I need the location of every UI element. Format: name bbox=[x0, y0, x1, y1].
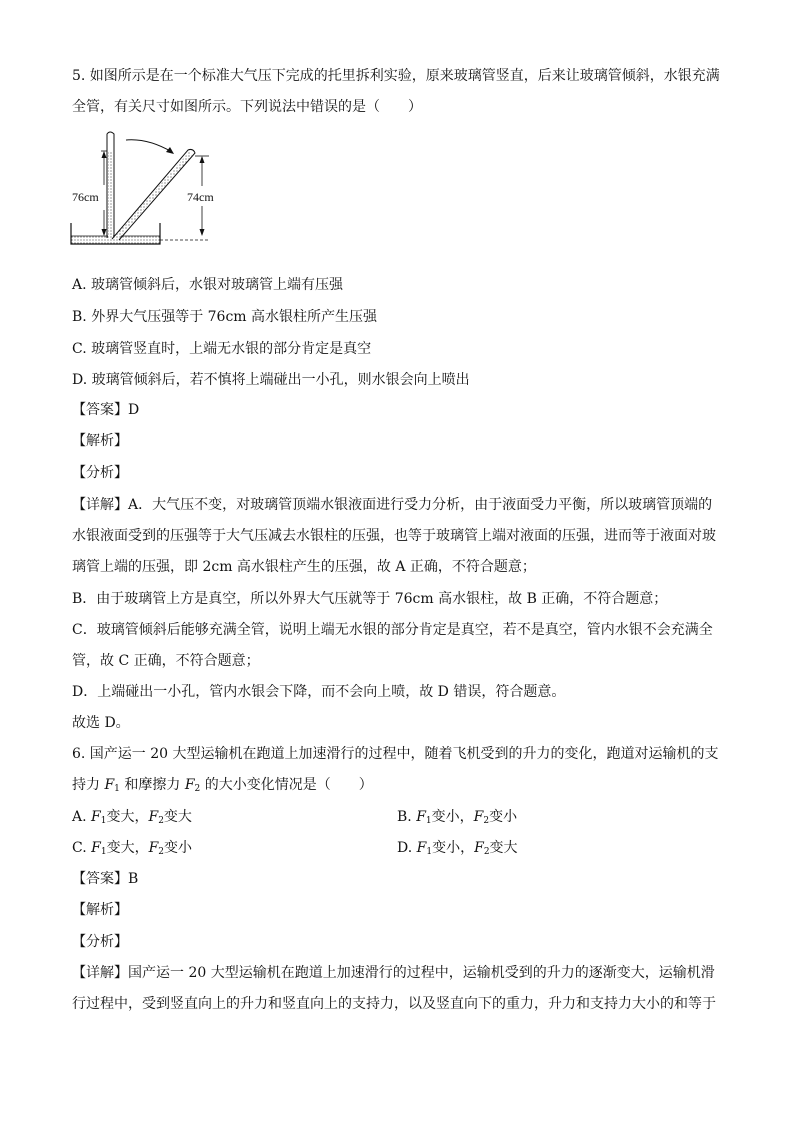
q5-option-d: D. 玻璃管倾斜后，若不慎将上端碰出一小孔，则水银会向上喷出 bbox=[72, 372, 470, 388]
label-74cm: 74cm bbox=[187, 190, 214, 204]
q5-answer bbox=[72, 401, 139, 419]
answer-tag: 【答案】 bbox=[72, 871, 128, 887]
q6-stem-line1: 6. 国产运一 20 大型运输机在跑道上加速滑行的过程中，随着飞机受到的升力的变化，跑道对运输机的支 bbox=[72, 746, 719, 762]
q5-detail-line: 水银液面受到的压强等于大气压减去水银柱的压强，也等于玻璃管上端对液面的压强，进而等于液面对玻 bbox=[72, 528, 716, 544]
tilted-tube bbox=[112, 149, 195, 240]
q6-option-a: A. $F_1$变大，$F_2$变大 bbox=[72, 809, 192, 826]
q5-fenxi-tag: 【分析】 bbox=[72, 465, 128, 481]
q5-detail-line: B．由于玻璃管上方是真空，所以外界大气压就等于 76cm 高水银柱，故 B 正确，不符合题意； bbox=[72, 591, 668, 607]
answer-value: B bbox=[128, 871, 139, 887]
q5-analysis-tag: 【解析】 bbox=[72, 433, 128, 449]
dimension-76cm bbox=[72, 151, 107, 236]
answer-tag: 【答案】 bbox=[72, 402, 128, 418]
q5-detail-line: 璃管上端的压强，即 2cm 高水银柱产生的压强，故 A 正确，不符合题意； bbox=[72, 559, 536, 575]
torricelli-figure bbox=[68, 122, 218, 247]
dimension-74cm bbox=[160, 156, 214, 240]
q5-option-a: A. 玻璃管倾斜后，水银对玻璃管上端有压强 bbox=[72, 277, 344, 293]
q5-option-c: C. 玻璃管竖直时，上端无水银的部分肯定是真空 bbox=[72, 341, 372, 357]
q5-detail-line: D．上端碰出一小孔，管内水银会下降，而不会向上喷，故 D 错误，符合题意。 bbox=[72, 684, 566, 700]
q5-stem-line2: 全管，有关尺寸如图所示。下列说法中错误的是（ ） bbox=[72, 99, 422, 115]
q6-answer bbox=[72, 870, 138, 888]
q6-fenxi-tag: 【分析】 bbox=[72, 934, 128, 950]
q6-stem-line2: 持力 $F_1$ 和摩擦力 $F_2$ 的大小变化情况是（ ） bbox=[72, 777, 373, 794]
q6-option-c: C. $F_1$变大，$F_2$变小 bbox=[72, 840, 193, 857]
q6-option-b: B. $F_1$变小，$F_2$变小 bbox=[397, 809, 518, 826]
rotation-arrow bbox=[126, 140, 174, 154]
q5-detail-line: C．玻璃管倾斜后能够充满全管，说明上端无水银的部分肯定是真空，若不是真空，管内水银不会充满全 bbox=[72, 622, 713, 638]
q6-analysis-tag: 【解析】 bbox=[72, 902, 128, 918]
q6-option-d: D. $F_1$变小，$F_2$变大 bbox=[397, 840, 518, 857]
mercury-basin bbox=[71, 223, 160, 244]
vertical-tube bbox=[107, 132, 114, 238]
q5-detail-line: 【详解】A．大气压不变，对玻璃管顶端水银液面进行受力分析，由于液面受力平衡，所以玻璃管顶端的 bbox=[72, 497, 713, 513]
q5-conclusion: 故选 D。 bbox=[72, 715, 130, 731]
q5-detail-line: 管，故 C 正确，不符合题意； bbox=[72, 653, 260, 669]
answer-value: D bbox=[128, 402, 140, 418]
q6-detail-line: 行过程中，受到竖直向上的升力和竖直向上的支持力，以及竖直向下的重力，升力和支持力大小的和等于 bbox=[72, 996, 716, 1012]
label-76cm: 76cm bbox=[72, 190, 99, 204]
q5-stem-line1: 5. 如图所示是在一个标准大气压下完成的托里拆利实验，原来玻璃管竖直，后来让玻璃管倾斜，水银充满 bbox=[72, 68, 720, 84]
q6-detail-line: 【详解】国产运一 20 大型运输机在跑道上加速滑行的过程中，运输机受到的升力的逐渐变大，运输机滑 bbox=[72, 965, 715, 981]
detail-tag: 【详解】 bbox=[72, 497, 128, 513]
q5-option-b: B. 外界大气压强等于 76cm 高水银柱所产生压强 bbox=[72, 309, 378, 325]
detail-tag: 【详解】 bbox=[72, 965, 128, 981]
